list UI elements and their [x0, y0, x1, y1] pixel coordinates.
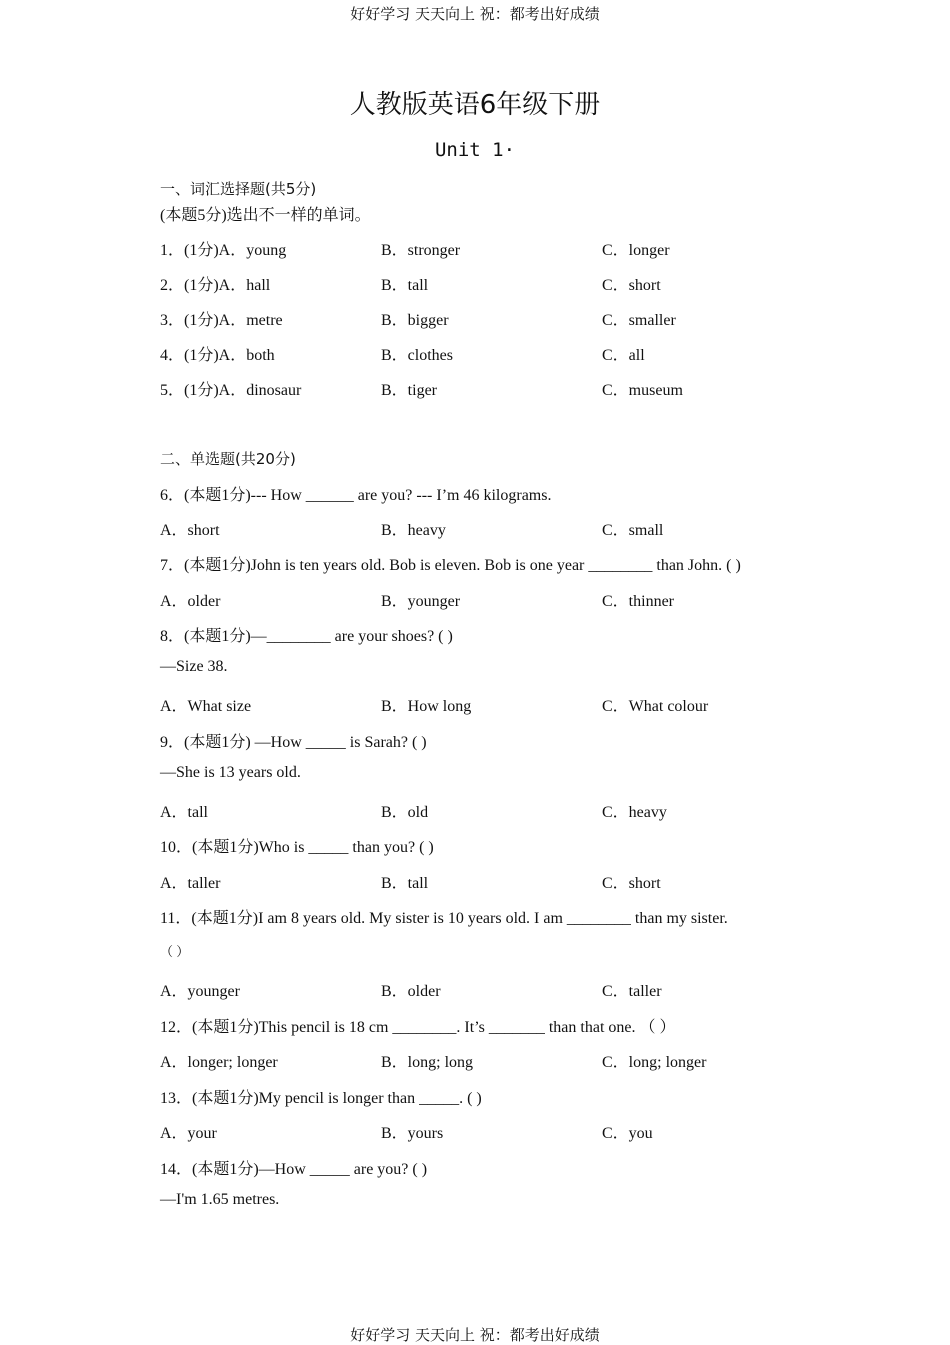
q4-option-c: C．all [602, 347, 645, 364]
q7-option-c: C．thinner [602, 593, 674, 610]
q1-option-a: 1．(1分)A．young [160, 242, 287, 259]
q8-option-c: C．What colour [602, 698, 709, 715]
q3-option-c: C．smaller [602, 312, 676, 329]
q9-options [0, 799, 950, 821]
q7-option-a: A．older [160, 593, 221, 610]
q9-option-c: C．heavy [602, 804, 667, 821]
q7-stem: 7．(本题1分)John is ten years old. Bob is eleven. Bob is one year ________ than John. ( ) [160, 557, 741, 574]
q9-stem: 9．(本题1分) —How _____ is Sarah? ( ) [160, 734, 427, 751]
q13-options [0, 1120, 950, 1142]
document-title: 人教版英语6年级下册 [349, 90, 601, 120]
q12-option-a: A．longer; longer [160, 1054, 278, 1071]
q5-option-a: 5．(1分)A．dinosaur [160, 382, 302, 399]
q5-option-c: C．museum [602, 382, 683, 399]
q8-options [0, 693, 950, 715]
q10-option-c: C．short [602, 875, 661, 892]
q13-option-a: A．your [160, 1125, 217, 1142]
q8-option-b: B．How long [381, 698, 472, 715]
q14-stem: 14．(本题1分)—How _____ are you? ( ) [160, 1161, 428, 1178]
q8-stem: 8．(本题1分)—________ are your shoes? ( ) [160, 628, 453, 645]
q2-option-a: 2．(1分)A．hall [160, 277, 271, 294]
question-3 [0, 307, 950, 329]
q5-option-b: B．tiger [381, 382, 437, 399]
q10-option-b: B．tall [381, 875, 429, 892]
q11-option-b: B．older [381, 983, 441, 1000]
q10-option-a: A．taller [160, 875, 221, 892]
q9-answer-line: —She is 13 years old. [160, 764, 301, 781]
question-5 [0, 377, 950, 399]
q12-stem: 12．(本题1分)This pencil is 18 cm ________. It’s _______ than that one. （ ） [160, 1019, 676, 1036]
q9-option-b: B．old [381, 804, 429, 821]
question-2 [0, 272, 950, 294]
section-1-instruction: (本题5分)选出不一样的单词。 [160, 207, 371, 224]
q7-option-b: B．younger [381, 593, 461, 610]
q12-option-c: C．long; longer [602, 1054, 707, 1071]
q13-option-c: C．you [602, 1125, 653, 1142]
q1-option-b: B．stronger [381, 242, 461, 259]
q6-option-b: B．heavy [381, 522, 446, 539]
q11-options [0, 978, 950, 1000]
unit-title: Unit 1· [434, 139, 516, 161]
q6-stem: 6．(本题1分)--- How ______ are you? --- I’m 46 kilograms. [160, 487, 552, 504]
q3-option-a: 3．(1分)A．metre [160, 312, 283, 329]
q11-option-c: C．taller [602, 983, 662, 1000]
q9-option-a: A．tall [160, 804, 208, 821]
q6-options [0, 517, 950, 539]
q11-blank-parens: （ ） [160, 944, 190, 959]
section-1-heading: 一、词汇选择题(共5分) [160, 180, 317, 198]
q6-option-c: C．small [602, 522, 664, 539]
q8-answer-line: —Size 38. [160, 658, 228, 675]
q12-options [0, 1049, 950, 1071]
q10-stem: 10．(本题1分)Who is _____ than you? ( ) [160, 839, 434, 856]
q6-option-a: A．short [160, 522, 220, 539]
q2-option-b: B．tall [381, 277, 429, 294]
q4-option-b: B．clothes [381, 347, 453, 364]
q3-option-b: B．bigger [381, 312, 449, 329]
q13-option-b: B．yours [381, 1125, 444, 1142]
q1-option-c: C．longer [602, 242, 670, 259]
q2-option-c: C．short [602, 277, 661, 294]
q8-option-a: A．What size [160, 698, 252, 715]
section-2-heading: 二、单选题(共20分) [160, 450, 296, 468]
q7-options [0, 588, 950, 610]
q12-option-b: B．long; long [381, 1054, 474, 1071]
page-footer: 好好学习 天天向上 祝：都考出好成绩 [350, 1326, 600, 1344]
q4-option-a: 4．(1分)A．both [160, 347, 275, 364]
q11-stem: 11．(本题1分)I am 8 years old. My sister is 10 years old. I am ________ than my sister. [160, 910, 728, 927]
question-1 [0, 237, 950, 259]
page-header: 好好学习 天天向上 祝：都考出好成绩 [350, 5, 600, 23]
q10-options [0, 870, 950, 892]
q13-stem: 13．(本题1分)My pencil is longer than _____. ( ) [160, 1090, 482, 1107]
q14-answer-line: —I'm 1.65 metres. [160, 1191, 280, 1208]
question-4 [0, 342, 950, 364]
q11-option-a: A．younger [160, 983, 240, 1000]
